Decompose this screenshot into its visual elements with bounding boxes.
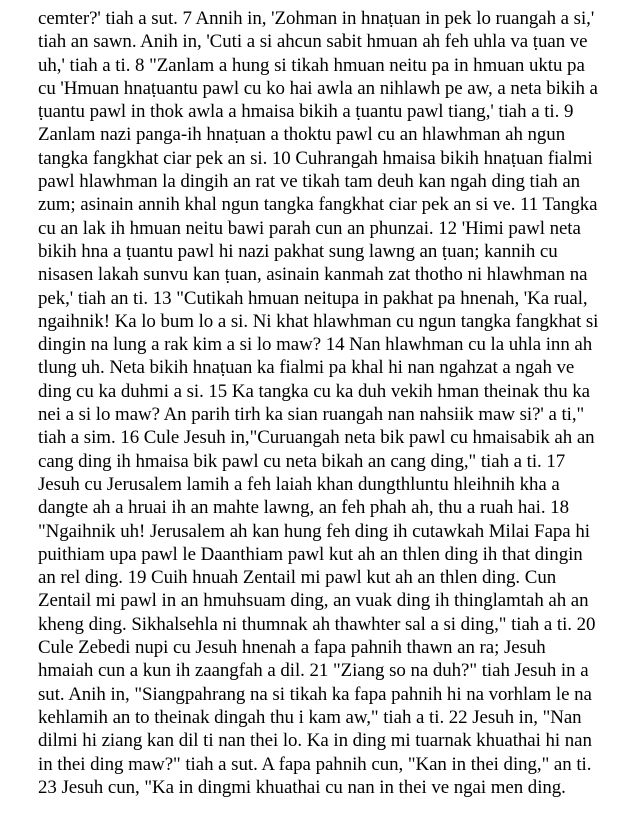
text-line: "Ngaihnik uh! Jerusalem ah kan hung feh ding ih cutawkah Milai Fapa hi [38, 520, 590, 542]
text-line: tiah an sawn. Anih in, 'Cuti a si ahcun sabit hmuan ah feh uhla va ṭuan ve [38, 31, 588, 53]
text-line: dilmi hi ziang kan dil ti nan thei lo. Ka in ding mi tuarnak khuathai hi nan [38, 730, 592, 752]
text-line: ding cu ka duhmi a si. 15 Ka tangka cu ka duh vekih hman theinak thu ka [38, 380, 591, 402]
text-line: Zanlam nazi panga-ih hnaṭuan a thoktu pawl cu an hlawhman ah ngun [38, 124, 566, 146]
text-line: zum; asinain annih khal ngun tangka fangkhat ciar pek an si ve. 11 Tangka [38, 194, 598, 216]
text-line: cemter?' tiah a sut. 7 Annih in, 'Zohman in hnaṭuan in pek lo ruangah a si,' [38, 8, 595, 29]
text-line: 23 Jesuh cun, "Ka in dingmi khuathai cu nan in thei ve ngai men ding. [38, 776, 566, 798]
text-line: tangka fangkhat ciar pek an si. 10 Cuhrangah hmaisa bikih hnaṭuan fialmi [38, 147, 593, 169]
text-line: kehlamih an to theinak dingah thu i kam aw," tiah a ti. 22 Jesuh in, "Nan [38, 706, 582, 728]
text-line: kheng ding. Sikhalsehla ni thumnak ah thawhter sal a si ding," tiah a ti. 20 [38, 613, 596, 635]
text-line: puithiam upa pawl le Daanthiam pawl kut ah an thlen ding ih that dingin [38, 543, 583, 565]
text-line: nei a si lo maw? An parih tirh ka sian ruangah nan nahsiik maw si?' a ti," [38, 404, 585, 426]
text-line: Cule Zebedi nupi cu Jesuh hnenah a fapa pahnih thawn an ra; Jesuh [38, 637, 546, 659]
text-line: Zentail mi pawl in an hmuhsuam ding, an vuak ding ih thinglamtah ah an [38, 590, 589, 612]
text-line: pek,' tiah an ti. 13 "Cutikah hmuan neitupa in pakhat pa hnenah, 'Ka rual, [38, 287, 588, 309]
text-line: an rel ding. 19 Cuih hnuah Zentail mi pawl kut ah an thlen ding. Cun [38, 567, 557, 589]
text-line: dangte ah a hruai ih an mahte lawng, an feh phah ah, thu a ruah hai. 18 [38, 497, 569, 519]
text-line: cu 'Hmuan hnaṭuantu pawl cu ko hai awla an nihlawh pe aw, a neta bikih a [38, 77, 598, 99]
text-line: dingin na lung a rak kim a si lo maw? 14 Nan hlawhman cu la uhla inn ah [38, 334, 593, 356]
text-line: Jesuh cu Jerusalem lamih a feh laiah khan dungthluntu hleihnih kha a [38, 473, 560, 495]
text-line: cu an lak ih hmuan neitu bawi parah cun an phunzai. 12 'Himi pawl neta [38, 217, 581, 239]
text-line: sut. Anih in, "Siangpahrang na si tikah ka fapa pahnih hi na vorhlam le na [38, 683, 592, 705]
text-line: bikih hna a ṭuantu pawl hi nazi pakhat sung lawng an ṭuan; kannih cu [38, 240, 558, 262]
text-line: tlung uh. Neta bikih hnaṭuan ka fialmi pa khal hi nan ngahzat a ngah ve [38, 357, 575, 379]
text-line: tiah a sim. 16 Cule Jesuh in,"Curuangah neta bik pawl cu hmaisabik ah an [38, 427, 595, 449]
text-line: in thei ding maw?" tiah a sut. A fapa pahnih cun, "Kan in thei ding," an ti. [38, 753, 592, 775]
text-line: ngaihnik! Ka lo bum lo a si. Ni khat hlawhman cu ngun tangka fangkhat si [38, 310, 599, 332]
text-line: hmaiah cun a kun ih zaangfah a dil. 21 "Ziang so na duh?" tiah Jesuh in a [38, 660, 589, 682]
text-line: uh,' tiah a ti. 8 "Zanlam a hung si tikah hmuan neitu pa in hmuan uktu pa [38, 54, 585, 76]
document-page [38, 7, 606, 799]
text-line: pawl hlawhman la dingih an rat ve tikah tam deuh kan ngah ding tiah an [38, 171, 581, 193]
text-line: ṭuantu pawl in thok awla a hmaisa bikih a ṭuantu pawl tiang,' tiah a ti. 9 [38, 101, 574, 123]
text-line: cang ding ih hmaisa bik pawl cu neta bikah an cang ding," tiah a ti. 17 [38, 450, 566, 472]
text-line: nisasen lakah sunvu kan ṭuan, asinain kanmah zat thotho ni hlawhman na [38, 264, 588, 286]
